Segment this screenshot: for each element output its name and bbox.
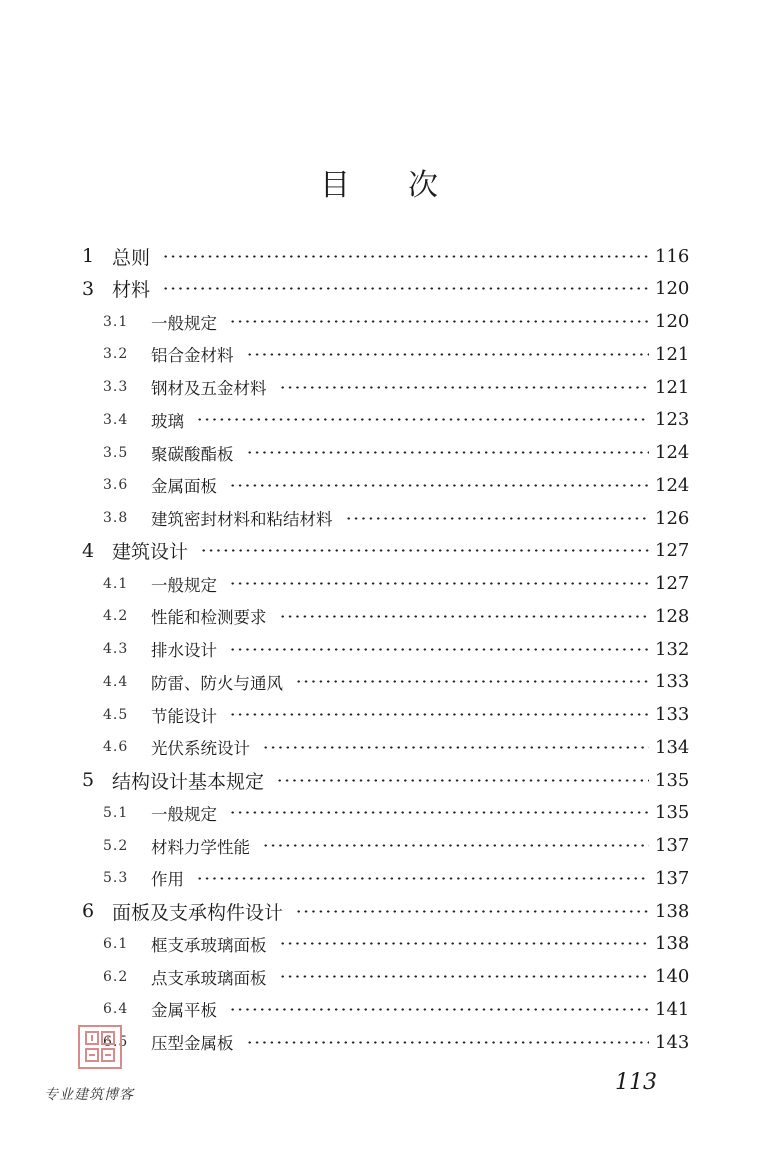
toc-section-row — [103, 961, 689, 993]
toc-section-row — [103, 568, 689, 600]
toc-entry-title: 一般规定 — [151, 313, 217, 333]
toc-entry-page: 133 — [655, 671, 690, 693]
toc-section-row — [103, 862, 689, 894]
toc-entry-page: 121 — [655, 376, 690, 398]
toc-entry-page: 138 — [655, 900, 690, 922]
seal-stamp-icon — [78, 1025, 122, 1069]
toc-entry-title: 点支承玻璃面板 — [151, 968, 267, 988]
toc-entry-number: 6 — [82, 900, 95, 922]
watermark-text: 专业建筑博客 — [44, 1087, 134, 1103]
dot-leader — [196, 418, 649, 421]
dot-leader — [229, 811, 649, 814]
toc-entry-number: 3.3 — [103, 379, 129, 395]
toc-chapter-row — [82, 240, 689, 272]
toc-entry-title: 铝合金材料 — [151, 346, 234, 366]
dot-leader — [229, 1008, 649, 1011]
toc-entry-title: 钢材及五金材料 — [151, 379, 267, 398]
toc-section-row — [103, 633, 689, 665]
toc-entry-number: 6.4 — [103, 1001, 129, 1018]
toc-entry-title: 一般规定 — [151, 575, 217, 595]
toc-entry-number: 4.5 — [103, 706, 129, 723]
toc-entry-title: 金属平板 — [151, 1001, 217, 1021]
toc-section-row — [103, 928, 689, 960]
dot-leader — [229, 484, 649, 487]
toc-entry-page: 127 — [655, 540, 690, 562]
dot-leader — [229, 320, 649, 323]
toc-entry-title: 一般规定 — [151, 804, 217, 824]
toc-section-row — [103, 502, 689, 534]
toc-section-row — [103, 1026, 689, 1058]
toc-entry-title: 面板及支承构件设计 — [112, 901, 284, 924]
title-char-2: 次 — [408, 168, 440, 203]
toc-chapter-row — [82, 535, 689, 567]
dot-leader — [279, 615, 650, 618]
toc-entry-page: 126 — [655, 507, 690, 529]
toc-entry-page: 132 — [655, 638, 690, 660]
dot-leader — [345, 517, 650, 520]
toc-entry-title: 总则 — [112, 246, 151, 269]
toc-entry-title: 框支承玻璃面板 — [151, 935, 267, 955]
dot-leader — [279, 942, 650, 945]
toc-entry-page: 124 — [655, 442, 690, 463]
toc-chapter-row — [82, 764, 689, 796]
toc-entry-number: 3.6 — [103, 477, 129, 494]
dot-leader — [162, 287, 649, 290]
toc-section-row — [103, 437, 689, 469]
toc-section-row — [103, 306, 689, 338]
toc-entry-title: 聚碳酸酯板 — [151, 444, 234, 464]
toc-entry-number: 4.3 — [103, 641, 129, 657]
dot-leader — [229, 713, 649, 716]
toc-entry-page: 120 — [655, 278, 690, 300]
toc-entry-title: 建筑密封材料和粘结材料 — [151, 510, 333, 529]
toc-section-row — [103, 699, 689, 731]
toc-section-row — [103, 797, 689, 829]
dot-leader — [246, 353, 650, 356]
dot-leader — [262, 746, 649, 749]
toc-entry-title: 作用 — [151, 870, 184, 890]
dot-leader — [295, 680, 649, 683]
toc-entry-number: 4.4 — [103, 673, 129, 690]
toc-chapter-row — [82, 895, 689, 927]
toc-entry-page: 123 — [655, 409, 690, 431]
dot-leader — [162, 255, 649, 258]
toc-entry-number: 5.1 — [103, 804, 129, 821]
toc-entry-number: 3.2 — [103, 346, 129, 363]
toc-entry-number: 1 — [82, 245, 95, 267]
dot-leader — [196, 877, 649, 880]
toc-entry-number: 3.8 — [103, 510, 129, 526]
dot-leader — [246, 1041, 650, 1044]
dot-leader — [279, 386, 650, 389]
toc-entry-number: 3 — [82, 277, 95, 300]
title-char-1: 目 — [320, 168, 352, 203]
toc-entry-page: 135 — [655, 769, 690, 791]
toc-section-row — [103, 830, 689, 862]
toc-chapter-row — [82, 273, 689, 305]
dot-leader — [276, 779, 649, 782]
toc-entry-page: 133 — [655, 704, 690, 725]
toc-entry-page: 127 — [655, 573, 690, 594]
dot-leader — [246, 451, 650, 454]
dot-leader — [295, 910, 649, 913]
toc-entry-title: 结构设计基本规定 — [112, 770, 265, 793]
toc-entry-title: 排水设计 — [151, 641, 217, 660]
toc-entry-title: 金属面板 — [151, 477, 217, 497]
toc-section-row — [103, 731, 689, 763]
dot-leader — [262, 844, 649, 847]
toc-entry-number: 3.1 — [103, 313, 129, 330]
toc-entry-page: 135 — [655, 802, 690, 824]
dot-leader — [279, 975, 650, 978]
toc-entry-title: 性能和检测要求 — [151, 608, 267, 628]
toc-section-row — [103, 666, 689, 698]
toc-entry-number: 4 — [82, 539, 95, 562]
toc-entry-page: 137 — [655, 835, 690, 856]
toc-entry-page: 140 — [655, 966, 690, 987]
page-number: 113 — [615, 1070, 657, 1095]
toc-section-row — [103, 600, 689, 632]
toc-entry-page: 128 — [655, 605, 690, 627]
toc-entry-number: 6.2 — [103, 968, 129, 985]
toc-entry-title: 建筑设计 — [112, 541, 189, 564]
toc-entry-title: 节能设计 — [151, 706, 217, 726]
toc-entry-number: 3.5 — [103, 444, 129, 461]
toc-entry-page: 120 — [655, 311, 690, 332]
toc-entry-number: 5 — [82, 769, 95, 791]
dot-leader — [229, 648, 649, 651]
dot-leader — [200, 549, 649, 552]
dot-leader — [229, 582, 649, 585]
toc-entry-number: 5.3 — [103, 870, 129, 887]
toc-entry-page: 143 — [655, 1031, 690, 1053]
toc-entry-title: 材料力学性能 — [151, 837, 250, 857]
toc-entry-page: 124 — [655, 474, 690, 496]
toc-entry-number: 4.6 — [103, 739, 129, 756]
toc-section-row — [103, 371, 689, 403]
toc-section-row — [103, 993, 689, 1025]
toc-entry-number: 4.1 — [103, 575, 129, 592]
toc-section-row — [103, 404, 689, 436]
toc-entry-number: 6.5 — [103, 1034, 129, 1050]
toc-entry-number: 5.2 — [103, 837, 129, 854]
page-title — [0, 160, 760, 204]
toc-entry-number: 4.2 — [103, 608, 129, 625]
toc-entry-number: 6.1 — [103, 935, 129, 952]
toc-entry-title: 光伏系统设计 — [151, 739, 250, 759]
toc-entry-page: 116 — [655, 245, 690, 267]
toc-section-row — [103, 469, 689, 501]
toc-section-row — [103, 338, 689, 370]
toc-entry-page: 141 — [655, 998, 690, 1020]
toc-entry-title: 材料 — [112, 279, 151, 302]
toc-entry-title: 玻璃 — [151, 411, 184, 431]
toc-entry-title: 防雷、防火与通风 — [151, 673, 283, 693]
toc-entry-page: 134 — [655, 736, 690, 758]
toc-entry-page: 138 — [655, 933, 690, 955]
toc-entry-title: 压型金属板 — [151, 1034, 234, 1053]
toc-entry-page: 137 — [655, 867, 690, 889]
toc-entry-number: 3.4 — [103, 411, 129, 428]
toc-entry-page: 121 — [655, 343, 690, 365]
